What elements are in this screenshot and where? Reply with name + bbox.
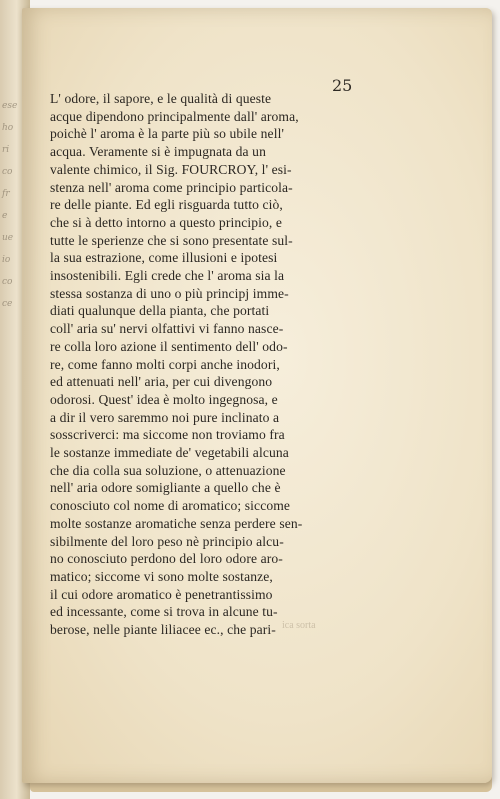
text-line: tutte le sperienze che si sono presentate sul- (50, 232, 293, 248)
text-line: diati qualunque della pianta, che portati (50, 303, 270, 319)
text-line: coll' aria su' nervi olfattivi vi fanno nasce- (50, 321, 284, 337)
book-page (22, 8, 492, 783)
left-fragment: ce (2, 299, 13, 309)
text-line: odorosi. Quest' idea è molto ingegnosa, e (50, 391, 278, 407)
text-line: insostenibili. Egli crede che l' aroma sia la (50, 268, 285, 284)
text-line: berose, nelle piante liliacee ec., che pari- (50, 622, 276, 638)
text-line: re delle piante. Ed egli risguarda tutto ciò, (50, 197, 283, 213)
page-number: 25 (332, 76, 353, 95)
text-line: che dia colla sua soluzione, o attenuazione (50, 462, 286, 478)
text-line: molte sostanze aromatiche senza perdere sen- (50, 515, 303, 531)
left-fragment: ho (2, 123, 14, 133)
bleed-through-text: ica sorta (282, 620, 316, 631)
text-line: re, come fanno molti corpi anche inodori, (50, 356, 280, 372)
text-line: stessa sostanza di uno o più principj imme- (50, 285, 289, 301)
text-line: ed incessante, come si trova in alcune tu- (50, 604, 278, 620)
text-line: acqua. Veramente si è impugnata da un (50, 144, 266, 160)
left-fragment: io (2, 255, 11, 265)
text-line: sibilmente del loro peso nè principio alcu- (50, 533, 284, 549)
text-line: sosscriverci: ma siccome non troviamo fra (50, 427, 285, 443)
text-line: no conosciuto perdono del loro odore aro- (50, 551, 283, 567)
text-line: acque dipendono principalmente dall' aroma, (50, 108, 299, 124)
text-line: re colla loro azione il sentimento dell' odo- (50, 338, 288, 354)
text-line: valente chimico, il Sig. FOURCROY, l' esi- (50, 161, 292, 177)
text-line: che si à detto intorno a questo principio, e (50, 214, 283, 230)
body-text (50, 90, 372, 639)
left-fragment: ese (2, 101, 18, 111)
left-fragment: co (2, 277, 13, 287)
text-line: il cui odore aromatico è penetrantissimo (50, 586, 273, 602)
left-fragment: fr (2, 189, 10, 199)
left-fragment: co (2, 167, 13, 177)
text-line: poichè l' aroma è la parte più so ubile nell' (50, 126, 284, 142)
text-line: stenza nell' aroma come principio particola- (50, 179, 293, 195)
text-line: L' odore, il sapore, e le qualità di queste (50, 91, 272, 106)
text-line: a dir il vero saremmo noi pure inclinato a (50, 409, 280, 425)
text-line: ed attenuati nell' aria, per cui divengono (50, 374, 273, 390)
left-fragment: e (2, 211, 8, 221)
text-line: nell' aria odore somigliante a quello che è (50, 480, 281, 496)
text-line: la sua estrazione, come illusioni e ipotesi (50, 250, 278, 266)
left-fragment: ri (2, 145, 10, 155)
text-line: le sostanze immediate de' vegetabili alcuna (50, 445, 289, 461)
left-fragment: ue (2, 233, 14, 243)
text-line: matico; siccome vi sono molte sostanze, (50, 568, 273, 584)
text-line: conosciuto col nome di aromatico; siccome (50, 498, 291, 514)
